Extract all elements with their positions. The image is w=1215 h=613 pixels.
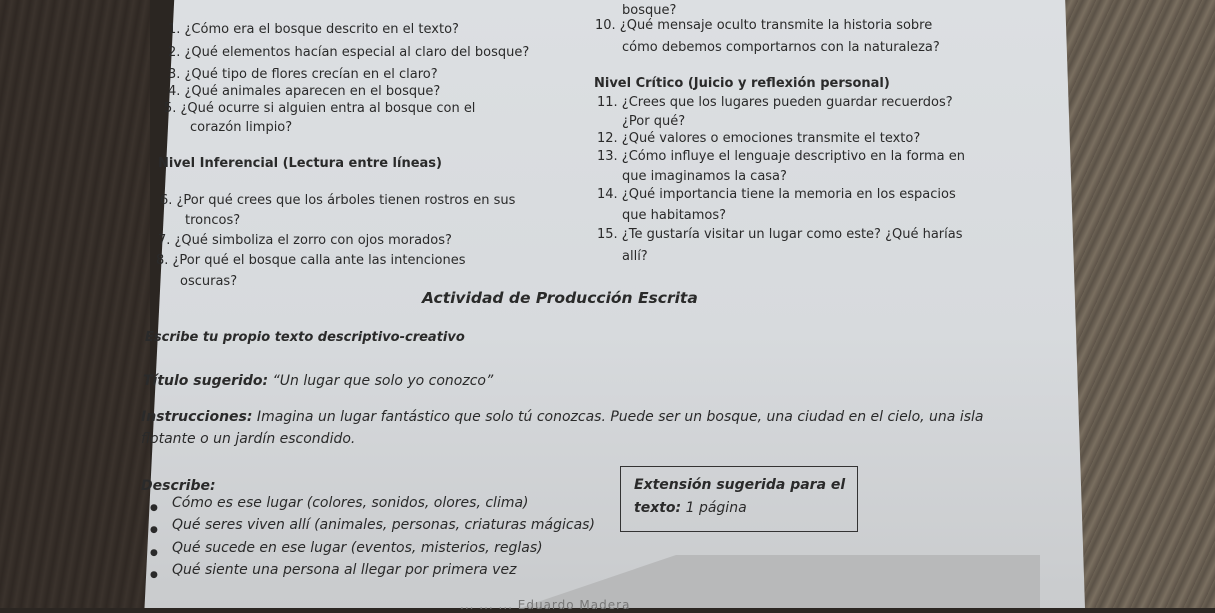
describe-label: Describe: bbox=[141, 478, 216, 494]
question-6-line-1: 6. ¿Por qué crees que los árboles tienen rostros en sus bbox=[160, 193, 516, 208]
question-2: 2. ¿Qué elementos hacían especial al claro del bosque? bbox=[168, 45, 530, 60]
instructions-text-1: Imagina un lugar fantástico que solo tú conozcas. Puede ser un bosque, una ciudad en el cielo, una isla bbox=[252, 409, 984, 425]
bullet-dot: ● bbox=[150, 548, 158, 558]
extension-label-line-2 bbox=[634, 500, 747, 516]
question-1: 1. ¿Cómo era el bosque descrito en el texto? bbox=[168, 22, 459, 37]
suggested-title-value: “Un lugar que solo yo conozco” bbox=[268, 373, 494, 389]
wooden-table-left bbox=[0, 0, 150, 608]
question-5-line-1: 5. ¿Qué ocurre si alguien entra al bosque con el bbox=[164, 101, 476, 116]
question-6-line-2: troncos? bbox=[185, 213, 241, 228]
instructions-label: Instrucciones: bbox=[141, 409, 253, 425]
suggested-title-label: Título sugerido: bbox=[143, 373, 269, 389]
question-10-line-2: cómo debemos comportarnos con la naturaleza? bbox=[622, 40, 940, 55]
question-11-line-1: 11. ¿Crees que los lugares pueden guardar recuerdos? bbox=[597, 95, 953, 110]
activity-title: Actividad de Producción Escrita bbox=[422, 289, 698, 307]
suggested-title bbox=[143, 373, 493, 389]
question-8-line-1: 8. ¿Por qué el bosque calla ante las intenciones bbox=[156, 253, 466, 268]
bullet-dot: ● bbox=[150, 503, 158, 513]
extension-label: texto: bbox=[634, 500, 682, 516]
describe-bullet-1: Cómo es ese lugar (colores, sonidos, olores, clima) bbox=[172, 495, 529, 511]
instructions-line-2: flotante o un jardín escondido. bbox=[141, 431, 356, 447]
describe-bullet-4: Qué siente una persona al llegar por primera vez bbox=[172, 562, 517, 578]
question-12: 12. ¿Qué valores o emociones transmite el texto? bbox=[597, 131, 921, 146]
question-14-line-2: que habitamos? bbox=[622, 208, 727, 223]
bottom-cutoff-text: ... ... ... Eduardo Madera bbox=[460, 598, 631, 612]
question-15-line-2: allí? bbox=[622, 249, 648, 264]
question-10-line-1: 10. ¿Qué mensaje oculto transmite la historia sobre bbox=[595, 18, 933, 33]
describe-bullet-3: Qué sucede en ese lugar (eventos, misterios, reglas) bbox=[172, 540, 543, 556]
question-8-line-2: oscuras? bbox=[180, 274, 238, 289]
question-13-line-1: 13. ¿Cómo influye el lenguaje descriptivo en la forma en bbox=[597, 149, 965, 164]
critical-level-heading: Nivel Crítico (Juicio y reflexión personal) bbox=[594, 76, 890, 91]
question-3: 3. ¿Qué tipo de flores crecían en el claro? bbox=[168, 67, 438, 82]
question-11-line-2: ¿Por qué? bbox=[622, 114, 686, 129]
extension-label-line-1: Extensión sugerida para el bbox=[634, 477, 846, 493]
question-9-tail: bosque? bbox=[622, 3, 677, 18]
question-5-line-2: corazón limpio? bbox=[190, 120, 293, 135]
question-4: 4. ¿Qué animales aparecen en el bosque? bbox=[168, 84, 441, 99]
bullet-dot: ● bbox=[150, 570, 158, 580]
bullet-dot: ● bbox=[150, 525, 158, 535]
instructions-line-1 bbox=[141, 409, 983, 425]
question-14-line-1: 14. ¿Qué importancia tiene la memoria en los espacios bbox=[597, 187, 956, 202]
activity-subtitle: Escribe tu propio texto descriptivo-creativo bbox=[145, 330, 465, 345]
extension-value: 1 página bbox=[681, 500, 747, 516]
inferential-level-heading: Nivel Inferencial (Lectura entre líneas) bbox=[158, 156, 442, 171]
extension-box bbox=[620, 466, 858, 532]
question-13-line-2: que imaginamos la casa? bbox=[622, 169, 787, 184]
question-15-line-1: 15. ¿Te gustaría visitar un lugar como este? ¿Qué harías bbox=[597, 227, 963, 242]
question-7: 7. ¿Qué simboliza el zorro con ojos morados? bbox=[158, 233, 452, 248]
describe-bullet-2: Qué seres viven allí (animales, personas, criaturas mágicas) bbox=[172, 517, 595, 533]
